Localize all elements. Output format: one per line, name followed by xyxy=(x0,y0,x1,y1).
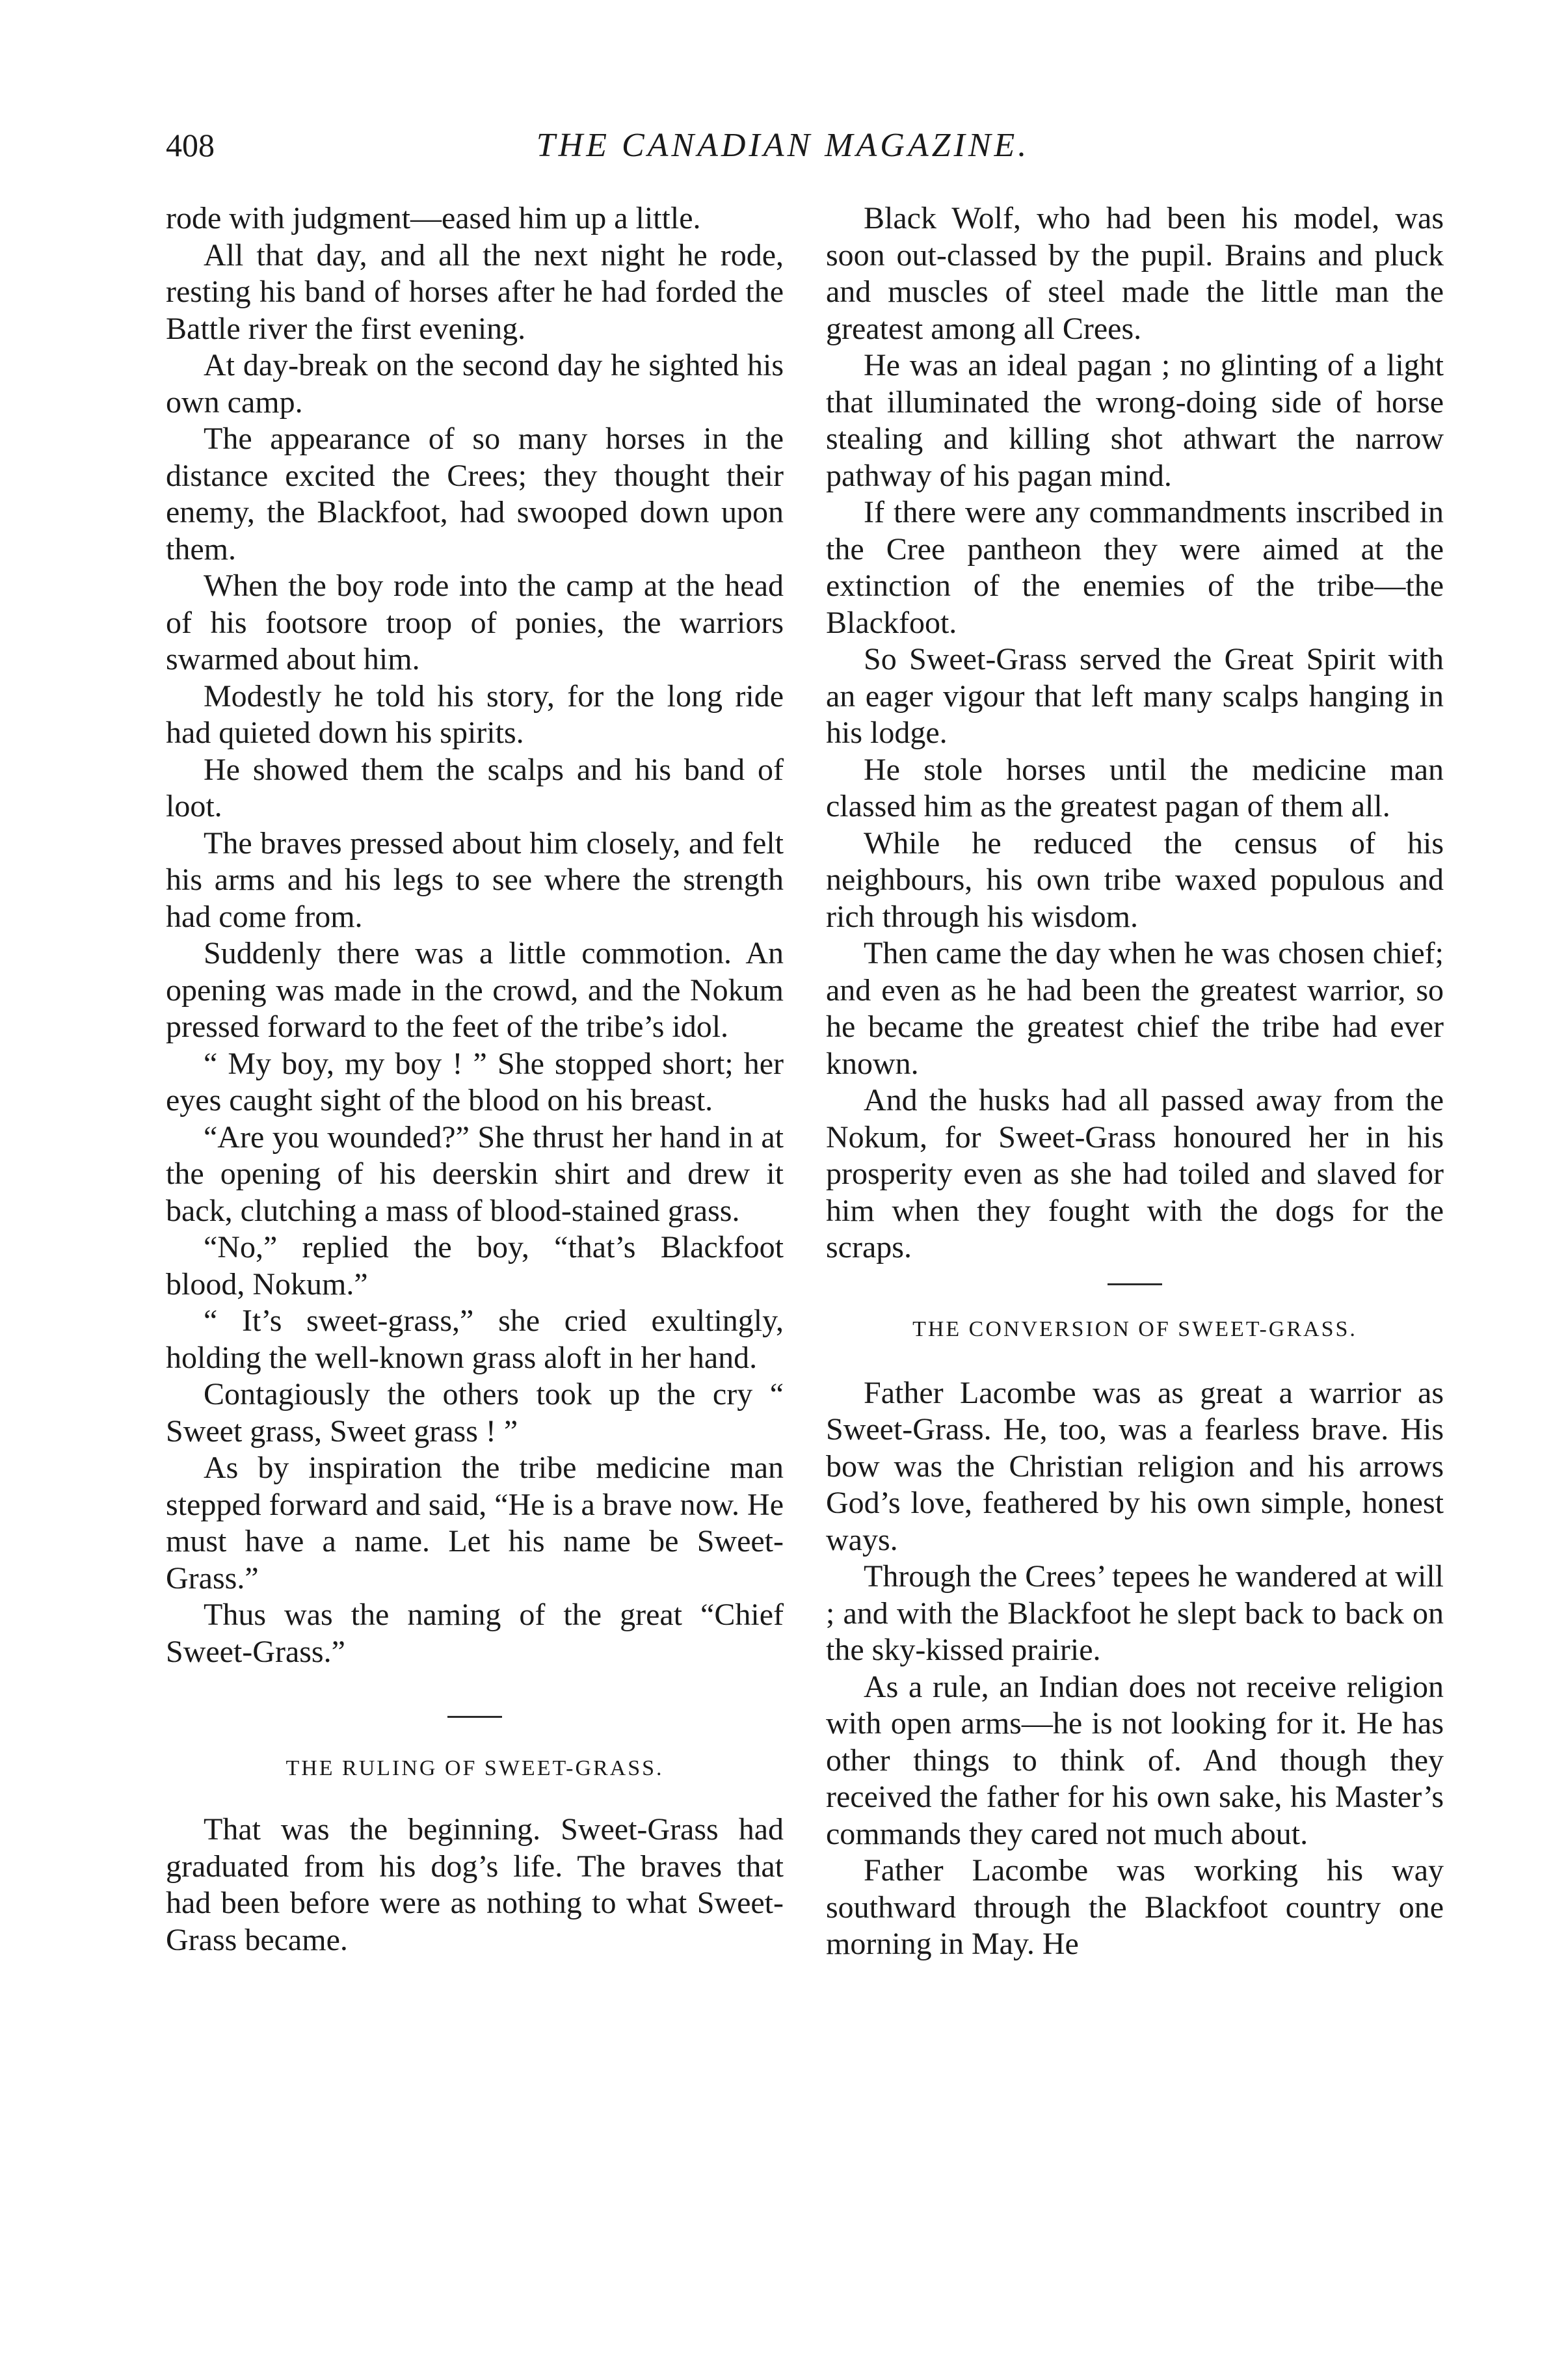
left-column-top-text xyxy=(166,200,784,1670)
paragraph: “ It’s sweet-grass,” she cried exultingly, holding the well-known grass aloft in her hand. xyxy=(166,1304,784,1375)
paragraph: Then came the day when he was chosen chief; and even as he had been the greatest warrior, so he became the greatest chief the tribe had ever known. xyxy=(826,936,1444,1081)
section-divider xyxy=(447,1716,502,1718)
paragraph: “Are you wounded?” She thrust her hand in at the opening of his deerskin shirt and drew it back, clutching a mass of blood-stained grass. xyxy=(166,1119,784,1228)
paragraph: Black Wolf, who had been his model, was soon out-classed by the pupil. Brains and pluck and muscles of steel made the little man the greatest among all Crees. xyxy=(826,201,1444,346)
section-heading-ruling: THE RULING OF SWEET-GRASS. xyxy=(285,1756,664,1780)
paragraph: He showed them the scalps and his band of loot. xyxy=(166,752,784,823)
paragraph: He was an ideal pagan ; no glinting of a light that illuminated the wrong-doing side of horse stealing and killing shot athwart the narrow pathway of his pagan mind. xyxy=(826,348,1444,493)
paragraph: The braves pressed about him closely, and felt his arms and his legs to see where the strength had come from. xyxy=(166,825,784,934)
right-column-top-text xyxy=(826,200,1444,1266)
paragraph: At day-break on the second day he sighted his own camp. xyxy=(166,348,784,420)
paragraph: The appearance of so many horses in the distance excited the Crees; they thought their enemy, the Blackfoot, had swooped down upon them. xyxy=(166,421,784,567)
running-head: THE CANADIAN MAGAZINE. xyxy=(536,127,1030,164)
paragraph: Through the Crees’ tepees he wandered at will ; and with the Blackfoot he slept back to back on the sky-kissed prairie. xyxy=(826,1559,1444,1667)
section-divider xyxy=(1108,1283,1162,1285)
paragraph: And the husks had all passed away from the Nokum, for Sweet-Grass honoured her in his prosperity even as she had toiled and slaved for him when they fought with the dogs for the scraps. xyxy=(826,1083,1444,1264)
paragraph: Father Lacombe was working his way southward through the Blackfoot country one morning in May. He xyxy=(826,1853,1444,1961)
left-column-bottom-text xyxy=(166,1812,784,1959)
section-heading-conversion: THE CONVERSION OF SWEET-GRASS. xyxy=(912,1317,1357,1341)
paragraph: Suddenly there was a little commotion. An opening was made in the crowd, and the Nokum pressed forward to the feet of the tribe’s idol. xyxy=(166,936,784,1044)
right-column-bottom-text xyxy=(826,1375,1444,1963)
left-column xyxy=(166,200,784,1959)
paragraph: “No,” replied the boy, “that’s Blackfoot blood, Nokum.” xyxy=(166,1230,784,1302)
paragraph: Thus was the naming of the great “Chief Sweet-Grass.” xyxy=(166,1598,784,1669)
paragraph: As a rule, an Indian does not receive religion with open arms—he is not looking for it. He has other things to think of. And though they received the father for his own sake, his Master’s commands they cared not much about. xyxy=(826,1669,1444,1851)
paragraph: Modestly he told his story, for the long ride had quieted down his spirits. xyxy=(166,678,784,750)
paragraph: As by inspiration the tribe medicine man stepped forward and said, “He is a brave now. He must have a name. Let his name be Sweet-Grass.” xyxy=(166,1451,784,1596)
right-column xyxy=(826,200,1444,1963)
paragraph: While he reduced the census of his neighbours, his own tribe waxed populous and rich through his wisdom. xyxy=(826,825,1444,934)
paragraph: He stole horses until the medicine man classed him as the greatest pagan of them all. xyxy=(826,752,1444,823)
paragraph: Contagiously the others took up the cry “ Sweet grass, Sweet grass ! ” xyxy=(166,1377,784,1449)
paragraph: So Sweet-Grass served the Great Spirit with an eager vigour that left many scalps hanging in his lodge. xyxy=(826,642,1444,750)
paragraph: That was the beginning. Sweet-Grass had graduated from his dog’s life. The braves that had been before were as nothing to what Sweet-Grass became. xyxy=(166,1812,784,1957)
paragraph: When the boy rode into the camp at the head of his footsore troop of ponies, the warriors swarmed about him. xyxy=(166,568,784,676)
paragraph: Father Lacombe was as great a warrior as Sweet-Grass. He, too, was a fearless brave. His bow was the Christian religion and his arrows God’s love, feathered by his own simple, honest ways. xyxy=(826,1375,1444,1557)
paragraph: rode with judgment—eased him up a little. xyxy=(166,201,701,235)
paragraph: “ My boy, my boy ! ” She stopped short; her eyes caught sight of the blood on his breast. xyxy=(166,1046,784,1117)
paragraph: All that day, and all the next night he rode, resting his band of horses after he had forded the Battle river the first evening. xyxy=(166,237,784,346)
paragraph: If there were any commandments inscribed in the Cree pantheon they were aimed at the extinction of the enemies of the tribe—the Blackfoot. xyxy=(826,495,1444,640)
page-number: 408 xyxy=(166,127,215,163)
